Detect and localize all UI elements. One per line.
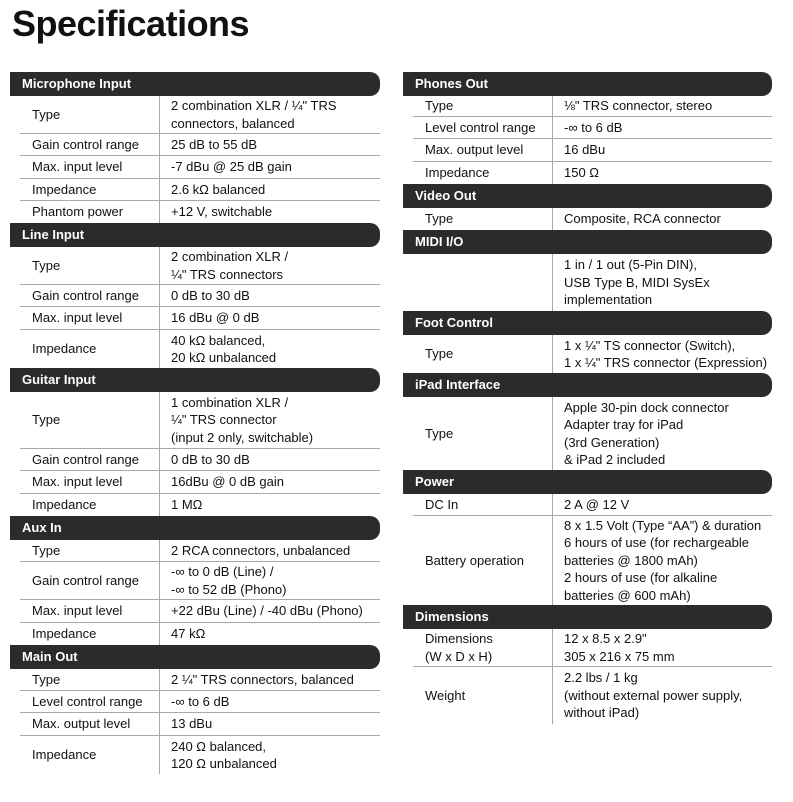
spec-label: Type	[413, 335, 553, 373]
spec-value: 0 dB to 30 dB	[171, 451, 250, 467]
spec-row	[413, 629, 772, 667]
spec-label: DC In	[413, 494, 553, 515]
spec-value: 25 dB to 55 dB	[171, 136, 258, 152]
spec-value: Composite, RCA connector	[564, 211, 721, 227]
spec-row	[413, 667, 772, 724]
section-rows	[413, 96, 772, 184]
spec-label: Gain control range	[20, 134, 160, 155]
spec-label: Type	[20, 96, 160, 133]
spec-label: Gain control range	[20, 562, 160, 599]
spec-value: 2 combination XLR / ¼" TRS connectors, balanced	[171, 98, 337, 131]
section-rows	[413, 208, 772, 230]
spec-row	[413, 162, 772, 184]
spec-value: -7 dBu @ 25 dB gain	[171, 159, 292, 175]
spec-row	[20, 449, 380, 471]
spec-label: Max. output level	[413, 139, 553, 161]
spec-row	[413, 397, 772, 470]
spec-value: 1 combination XLR / ¼" TRS connector (input 2 only, switchable)	[171, 394, 314, 445]
spec-value: 2 combination XLR / ¼" TRS connectors	[171, 249, 289, 282]
spec-value: Apple 30-pin dock connector Adapter tray for iPad (3rd Generation) & iPad 2 included	[564, 399, 729, 467]
spec-row	[20, 471, 380, 494]
page-title: Specifications	[12, 3, 250, 44]
section-rows	[20, 96, 380, 223]
spec-label: Dimensions (W x D x H)	[413, 629, 553, 666]
spec-row	[20, 247, 380, 285]
spec-row	[20, 713, 380, 736]
spec-row	[20, 201, 380, 223]
spec-label: Max. input level	[20, 471, 160, 493]
spec-row	[20, 392, 380, 449]
spec-row	[20, 96, 380, 134]
spec-column-left	[10, 72, 380, 774]
spec-row	[413, 208, 772, 230]
spec-value: 47 kΩ	[171, 626, 206, 642]
spec-row	[20, 307, 380, 330]
spec-value: 16 dBu @ 0 dB	[171, 310, 260, 326]
spec-label: Type	[20, 669, 160, 690]
spec-value: 2.6 kΩ balanced	[171, 181, 266, 197]
spec-value: 16dBu @ 0 dB gain	[171, 474, 284, 490]
spec-label: Impedance	[20, 330, 160, 368]
spec-row	[413, 254, 772, 311]
spec-label: Max. input level	[20, 600, 160, 622]
spec-label: Type	[413, 96, 553, 116]
spec-value: 2 ¼" TRS connectors, balanced	[171, 671, 354, 687]
spec-value: 2.2 lbs / 1 kg (without external power supply, without iPad)	[564, 670, 743, 721]
section-rows	[20, 669, 380, 774]
spec-row	[20, 494, 380, 516]
spec-row	[20, 600, 380, 623]
spec-label: Type	[413, 397, 553, 470]
spec-value: 13 dBu	[171, 716, 213, 732]
section-header: Foot Control	[403, 311, 772, 335]
spec-label: Max. input level	[20, 156, 160, 178]
section-header: Aux In	[10, 516, 380, 540]
spec-row	[20, 623, 380, 645]
spec-row	[413, 494, 772, 516]
section-rows	[20, 540, 380, 645]
spec-label: Impedance	[20, 179, 160, 200]
section-header: Line Input	[10, 223, 380, 247]
spec-value: -∞ to 6 dB	[564, 119, 623, 135]
section-header: Dimensions	[403, 605, 772, 629]
spec-value: 8 x 1.5 Volt (Type “AA”) & duration 6 hours of use (for rechargeable batteries @ 1800 mAh) 2 hours of use (for alkaline batteries @ 600 mAh)	[564, 517, 762, 603]
spec-value: -∞ to 0 dB (Line) / -∞ to 52 dB (Phono)	[171, 564, 287, 597]
spec-label: Type	[20, 392, 160, 448]
spec-label: Gain control range	[20, 285, 160, 306]
section-header: MIDI I/O	[403, 230, 772, 254]
section-header: Microphone Input	[10, 72, 380, 96]
section-header: Main Out	[10, 645, 380, 669]
spec-row	[20, 330, 380, 368]
spec-row	[20, 736, 380, 774]
spec-value: 150 Ω	[564, 165, 600, 181]
spec-row	[20, 691, 380, 713]
spec-row	[20, 134, 380, 156]
spec-row	[413, 516, 772, 605]
spec-value: 240 Ω balanced, 120 Ω unbalanced	[171, 738, 277, 771]
spec-row	[413, 335, 772, 373]
section-rows	[413, 629, 772, 724]
spec-value: 2 RCA connectors, unbalanced	[171, 542, 351, 558]
spec-row	[413, 139, 772, 162]
spec-label: Type	[20, 540, 160, 561]
spec-row	[20, 285, 380, 307]
spec-label: Level control range	[20, 691, 160, 712]
section-header: Phones Out	[403, 72, 772, 96]
spec-value: 1 in / 1 out (5-Pin DIN), USB Type B, MIDI SysEx implementation	[564, 257, 710, 308]
spec-label: Impedance	[20, 736, 160, 774]
spec-label: Type	[413, 208, 553, 230]
spec-row	[20, 156, 380, 179]
spec-label: Impedance	[20, 494, 160, 516]
section-rows	[413, 254, 772, 311]
spec-label: Battery operation	[413, 516, 553, 605]
section-rows	[413, 397, 772, 470]
spec-row	[20, 562, 380, 600]
spec-row	[20, 179, 380, 201]
spec-value: 1 x ¼" TS connector (Switch), 1 x ¼" TRS connector (Expression)	[564, 337, 768, 370]
section-header: Power	[403, 470, 772, 494]
spec-label: Max. output level	[20, 713, 160, 735]
section-header: iPad Interface	[403, 373, 772, 397]
spec-row	[20, 540, 380, 562]
spec-label: Phantom power	[20, 201, 160, 223]
spec-label: Level control range	[413, 117, 553, 138]
spec-row	[413, 96, 772, 117]
spec-value: 16 dBu	[564, 142, 606, 158]
spec-value: 12 x 8.5 x 2.9" 305 x 216 x 75 mm	[564, 631, 675, 664]
spec-label: Weight	[413, 667, 553, 724]
section-rows	[20, 247, 380, 368]
spec-value: +12 V, switchable	[171, 204, 273, 220]
spec-label: Gain control range	[20, 449, 160, 470]
spec-value: 0 dB to 30 dB	[171, 287, 250, 303]
section-rows	[20, 392, 380, 516]
spec-value: 1 MΩ	[171, 497, 203, 513]
spec-column-right	[403, 72, 772, 724]
spec-value: 2 A @ 12 V	[564, 496, 630, 512]
spec-label: Max. input level	[20, 307, 160, 329]
section-header: Video Out	[403, 184, 772, 208]
spec-value: +22 dBu (Line) / -40 dBu (Phono)	[171, 603, 363, 619]
section-header: Guitar Input	[10, 368, 380, 392]
spec-row	[20, 669, 380, 691]
spec-label: Impedance	[20, 623, 160, 645]
section-rows	[413, 494, 772, 605]
spec-value: 40 kΩ balanced, 20 kΩ unbalanced	[171, 332, 277, 365]
spec-value: ⅛" TRS connector, stereo	[564, 98, 713, 114]
section-rows	[413, 335, 772, 373]
spec-label: Impedance	[413, 162, 553, 184]
spec-row	[413, 117, 772, 139]
spec-label: Type	[20, 247, 160, 284]
spec-label	[413, 254, 553, 311]
spec-value: -∞ to 6 dB	[171, 693, 230, 709]
